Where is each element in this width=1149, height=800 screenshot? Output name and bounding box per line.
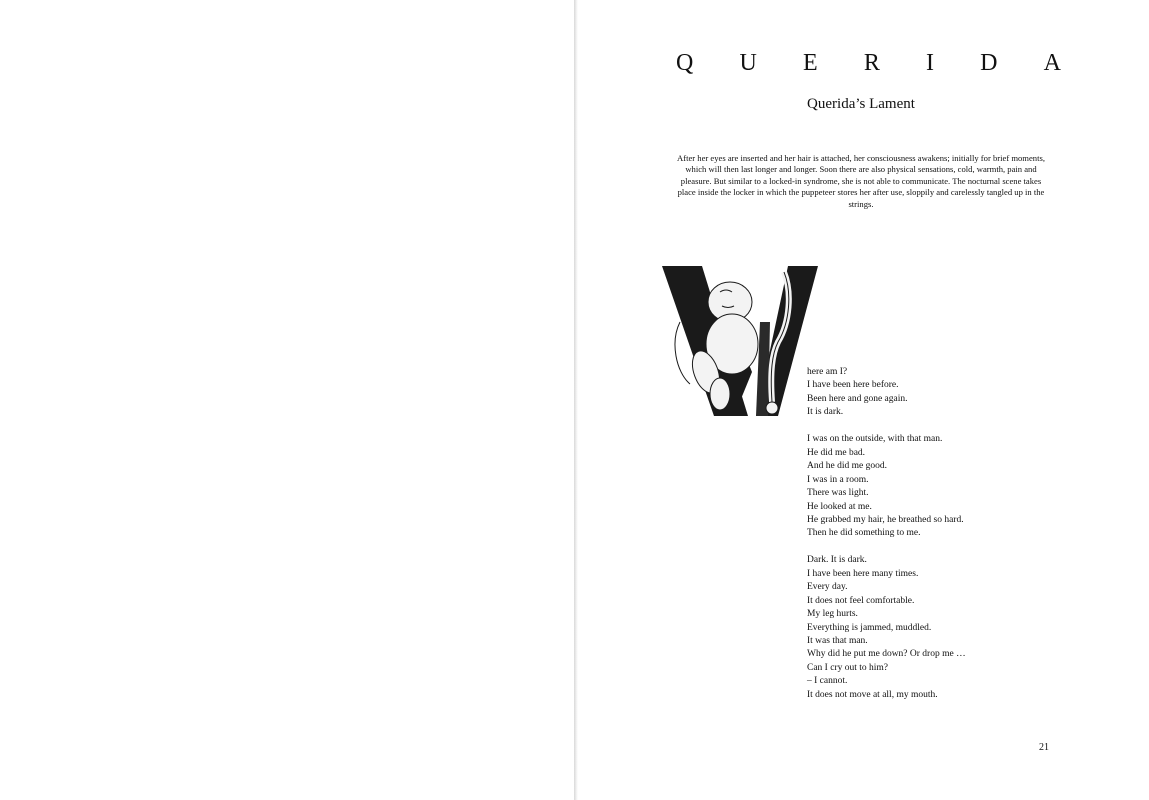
poem-line: Dark. It is dark. (807, 555, 867, 566)
poem-line: I was on the outside, with that man. (807, 434, 943, 445)
poem-stanza (807, 433, 1107, 541)
heading-letter: E (803, 49, 818, 76)
heading-letter: U (739, 49, 757, 76)
intro-paragraph: After her eyes are inserted and her hair is attached, her consciousness awakens; initially for brief moments, which will then last longer and longer. Soon there are also physical sensations, cold, warmth, pain and pleasure. But similar to a locked-in syndrome, she is not able to communicate. The nocturnal scene takes place inside the locker in which the puppeteer stores her after use, sloppily and carelessly tangled up in the strings. (677, 153, 1045, 209)
poem-line: There was light. (807, 488, 869, 499)
poem-line: Then he did something to me. (807, 528, 921, 539)
poem-line: My leg hurts. (807, 609, 858, 620)
heading-letter: D (980, 49, 998, 76)
poem-line: I have been here many times. (807, 568, 919, 579)
poem-line: It was that man. (807, 636, 868, 647)
heading-letter: R (863, 49, 880, 76)
poem-line: And he did me good. (807, 461, 887, 472)
poem-line: I was in a room. (807, 474, 869, 485)
poem-line: Can I cry out to him? (807, 662, 888, 673)
poem-line: He grabbed my hair, he breathed so hard. (807, 514, 964, 525)
poem-line: here am I? (807, 367, 848, 377)
poem-body (807, 366, 1107, 716)
poem-line: It is dark. (807, 407, 844, 418)
section-subtitle: Querida’s Lament (807, 96, 915, 112)
illustrated-dropcap-w (660, 262, 826, 422)
right-page (578, 0, 1149, 800)
poem-line: Why did he put me down? Or drop me … (807, 649, 966, 660)
poem-stanza (807, 366, 1107, 420)
poem-line: It does not feel comfortable. (807, 595, 915, 606)
chapter-heading (676, 46, 1061, 80)
poem-line: – I cannot. (807, 676, 848, 687)
heading-letter: I (926, 49, 934, 76)
page-number: 21 (1039, 742, 1049, 753)
poem-line: I have been here before. (807, 380, 899, 391)
poem-line: Everything is jammed, muddled. (807, 622, 932, 633)
poem-line: Every day. (807, 582, 848, 593)
poem-line: It does not move at all, my mouth. (807, 689, 938, 700)
poem-stanza (807, 554, 1107, 702)
poem-line: He did me bad. (807, 447, 866, 458)
heading-letter: A (1043, 49, 1061, 76)
poem-line: Been here and gone again. (807, 393, 908, 404)
heading-letter: Q (676, 49, 694, 76)
poem-line: He looked at me. (807, 501, 872, 512)
